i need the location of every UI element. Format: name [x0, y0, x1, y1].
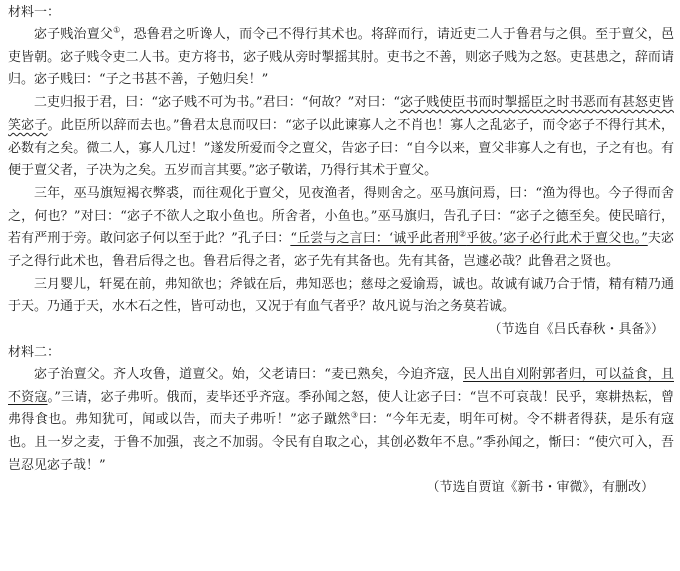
text-run: 。”三请，宓子弗听。俄而，麦毕还乎齐寇。季孙闻之怒，使人让宓子曰：“岂不可哀哉！民乎，寒耕热耘，曾弗得食也。弗知犹可，闻或以告，而夫子弗听！”宓子蹴然: [8, 389, 674, 428]
text-run: 曰：“今年无麦，明年可树。令不耕者得获，是乐有寇也。且一岁之麦，于鲁不加强，丧之不加弱。令民有自取之心，其创必数年不息。”季孙闻之，惭曰：“使穴可入，吾岂忍见宓子哉！”: [8, 412, 674, 473]
material-two-source: （节选自贾谊《新书・审微》，有删改）: [426, 480, 654, 496]
footnote-marker: ①: [113, 25, 121, 35]
text-run: 宓子贱治亶父: [34, 27, 114, 42]
material-one-paragraph-2: [8, 92, 674, 183]
text-run: 乎彼。’宓子必行此术于亶父也。”: [466, 231, 648, 247]
text-run: 夫宓子之得行此术也，鲁君后得之也。鲁君后得之者，宓子先有其备也。先有其备，岂遽必哉？此鲁君之贤也。: [8, 231, 675, 270]
wavy-underlined-sentence: 宓子贱使臣书而时掣摇臣之时书恶而有甚怒吏皆笑宓子: [8, 95, 674, 133]
material-one-paragraph-3: [8, 183, 674, 274]
material-two-paragraph-1: [8, 364, 674, 478]
material-one-source: （节选自《吕氏春秋・具备》）: [488, 322, 664, 338]
text-run: 。此臣所以辞而去也。”鲁君太息而叹曰：“宓子以此谏寡人之不肖也！寡人之乱宓子，而令宓子不得行其术，必数有之矣。微二人，寡人几过！”遂发所爱而令之亶父，告宓子曰：“自今以来，亶父非寡人之有也，子之有也。有便于亶父者，子决为之矣。五岁而言其要。”宓子敬诺，乃得行其术于亶父。: [8, 117, 674, 179]
text-run: ，恐鲁君之听谗人，而令己不得行其术也。将辞而行，请近吏二人于鲁君与之俱。至于亶父，邑吏皆朝。宓子贱令吏二人书。吏方将书，宓子贱从旁时掣摇其肘。吏书之不善，则宓子贱为之怒。吏甚患之，辞而请归。宓子贱曰：“子之书甚不善，子勉归矣！”: [8, 27, 674, 88]
material-one-paragraph-4: [8, 274, 674, 319]
material-one-heading: 材料一：: [8, 5, 61, 20]
footnote-marker: ②: [458, 230, 467, 239]
material-one-paragraph-1: [8, 24, 674, 92]
text-run: 二吏归报于君，曰：“宓子贱不可为书。”君曰：“何故？”对曰：“: [34, 95, 401, 111]
footnote-marker: ③: [350, 410, 359, 420]
underlined-sentence: [290, 231, 647, 246]
text-run: “丘尝与之言曰：‘诚乎此者刑: [290, 231, 459, 247]
text-run: 宓子治亶父。齐人攻鲁，道亶父。始，父老请曰：“麦已熟矣，今迫齐寇，: [34, 366, 464, 382]
underlined-sentence: 民人出自刈附郭者归，可以益食，且不资寇: [8, 366, 674, 405]
text-run: 三月婴儿，轩冕在前，弗知欲也；斧钺在后，弗知恶也；慈母之爱谕焉，诚也。故诚有诚乃合于情，精有精乃通于天。乃通于天，水木石之性，皆可动也，又况于有血气者乎？故凡说与治之务莫若诚。: [8, 276, 674, 315]
material-two-heading: 材料二：: [8, 344, 61, 360]
text-run: 三年，巫马旗短褐衣弊裘，而往观化于亶父，见夜渔者，得则舍之。巫马旗问焉，曰：“渔为得也。今子得而舍之，何也？”对曰：“宓子不欲人之取小鱼也。所舍者，小鱼也。”巫马旗归，告孔子曰：“宓子之德至矣。使民暗行，若有严刑于旁。敢问宓子何以至于此？”孔子曰：: [8, 185, 674, 247]
